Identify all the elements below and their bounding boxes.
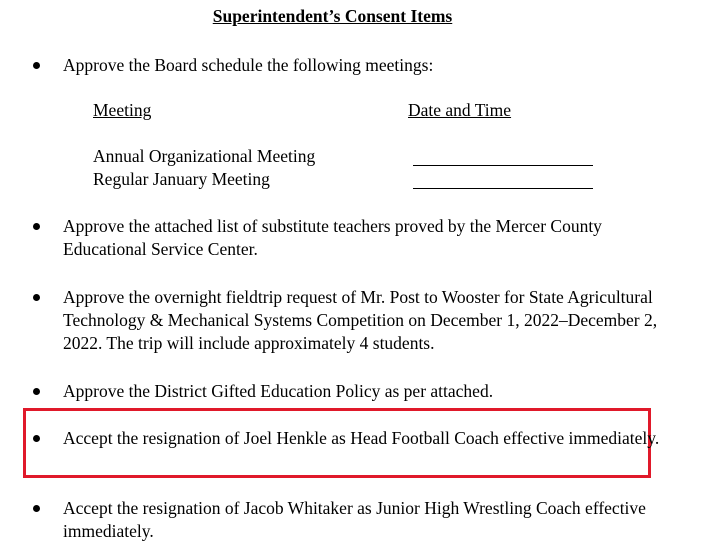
consent-item: [63, 215, 683, 261]
bullet-icon: [30, 54, 42, 77]
consent-item: [63, 54, 683, 77]
meeting-name: Regular January Meeting: [93, 169, 270, 189]
meeting-column-header: Meeting: [93, 100, 152, 120]
consent-item: [63, 380, 683, 403]
date-time-blank: [413, 165, 593, 166]
consent-item-text: Accept the resignation of Jacob Whitaker as Junior High Wrestling Coach effective immediately.: [63, 498, 646, 541]
consent-item-text: Approve the attached list of substitute teachers proved by the Mercer County Educational Service Center.: [63, 216, 602, 259]
consent-item: [63, 497, 683, 543]
bullet-icon: [30, 215, 42, 238]
consent-item-text: Approve the overnight fieldtrip request of Mr. Post to Wooster for State Agricultural Technology & Mechanical Systems Competition on December 1, 2022–December 2, 2022. The trip will include approximately 4 students.: [63, 287, 658, 353]
consent-item-text: Approve the District Gifted Education Policy as per attached.: [63, 381, 494, 401]
consent-item-text: Accept the resignation of Joel Henkle as Head Football Coach effective immediately.: [63, 428, 660, 448]
date-time-column-header: Date and Time: [408, 100, 512, 120]
meeting-name: Annual Organizational Meeting: [93, 146, 316, 166]
consent-item-highlighted: [63, 427, 683, 450]
bullet-icon: [30, 286, 42, 309]
date-time-blank: [413, 188, 593, 189]
consent-item-text: Approve the Board schedule the following meetings:: [63, 55, 434, 75]
bullet-icon: [30, 497, 42, 520]
bullet-icon: [30, 427, 42, 450]
document-title: Superintendent’s Consent Items: [212, 6, 453, 26]
bullet-icon: [30, 380, 42, 403]
consent-item: [63, 286, 683, 355]
